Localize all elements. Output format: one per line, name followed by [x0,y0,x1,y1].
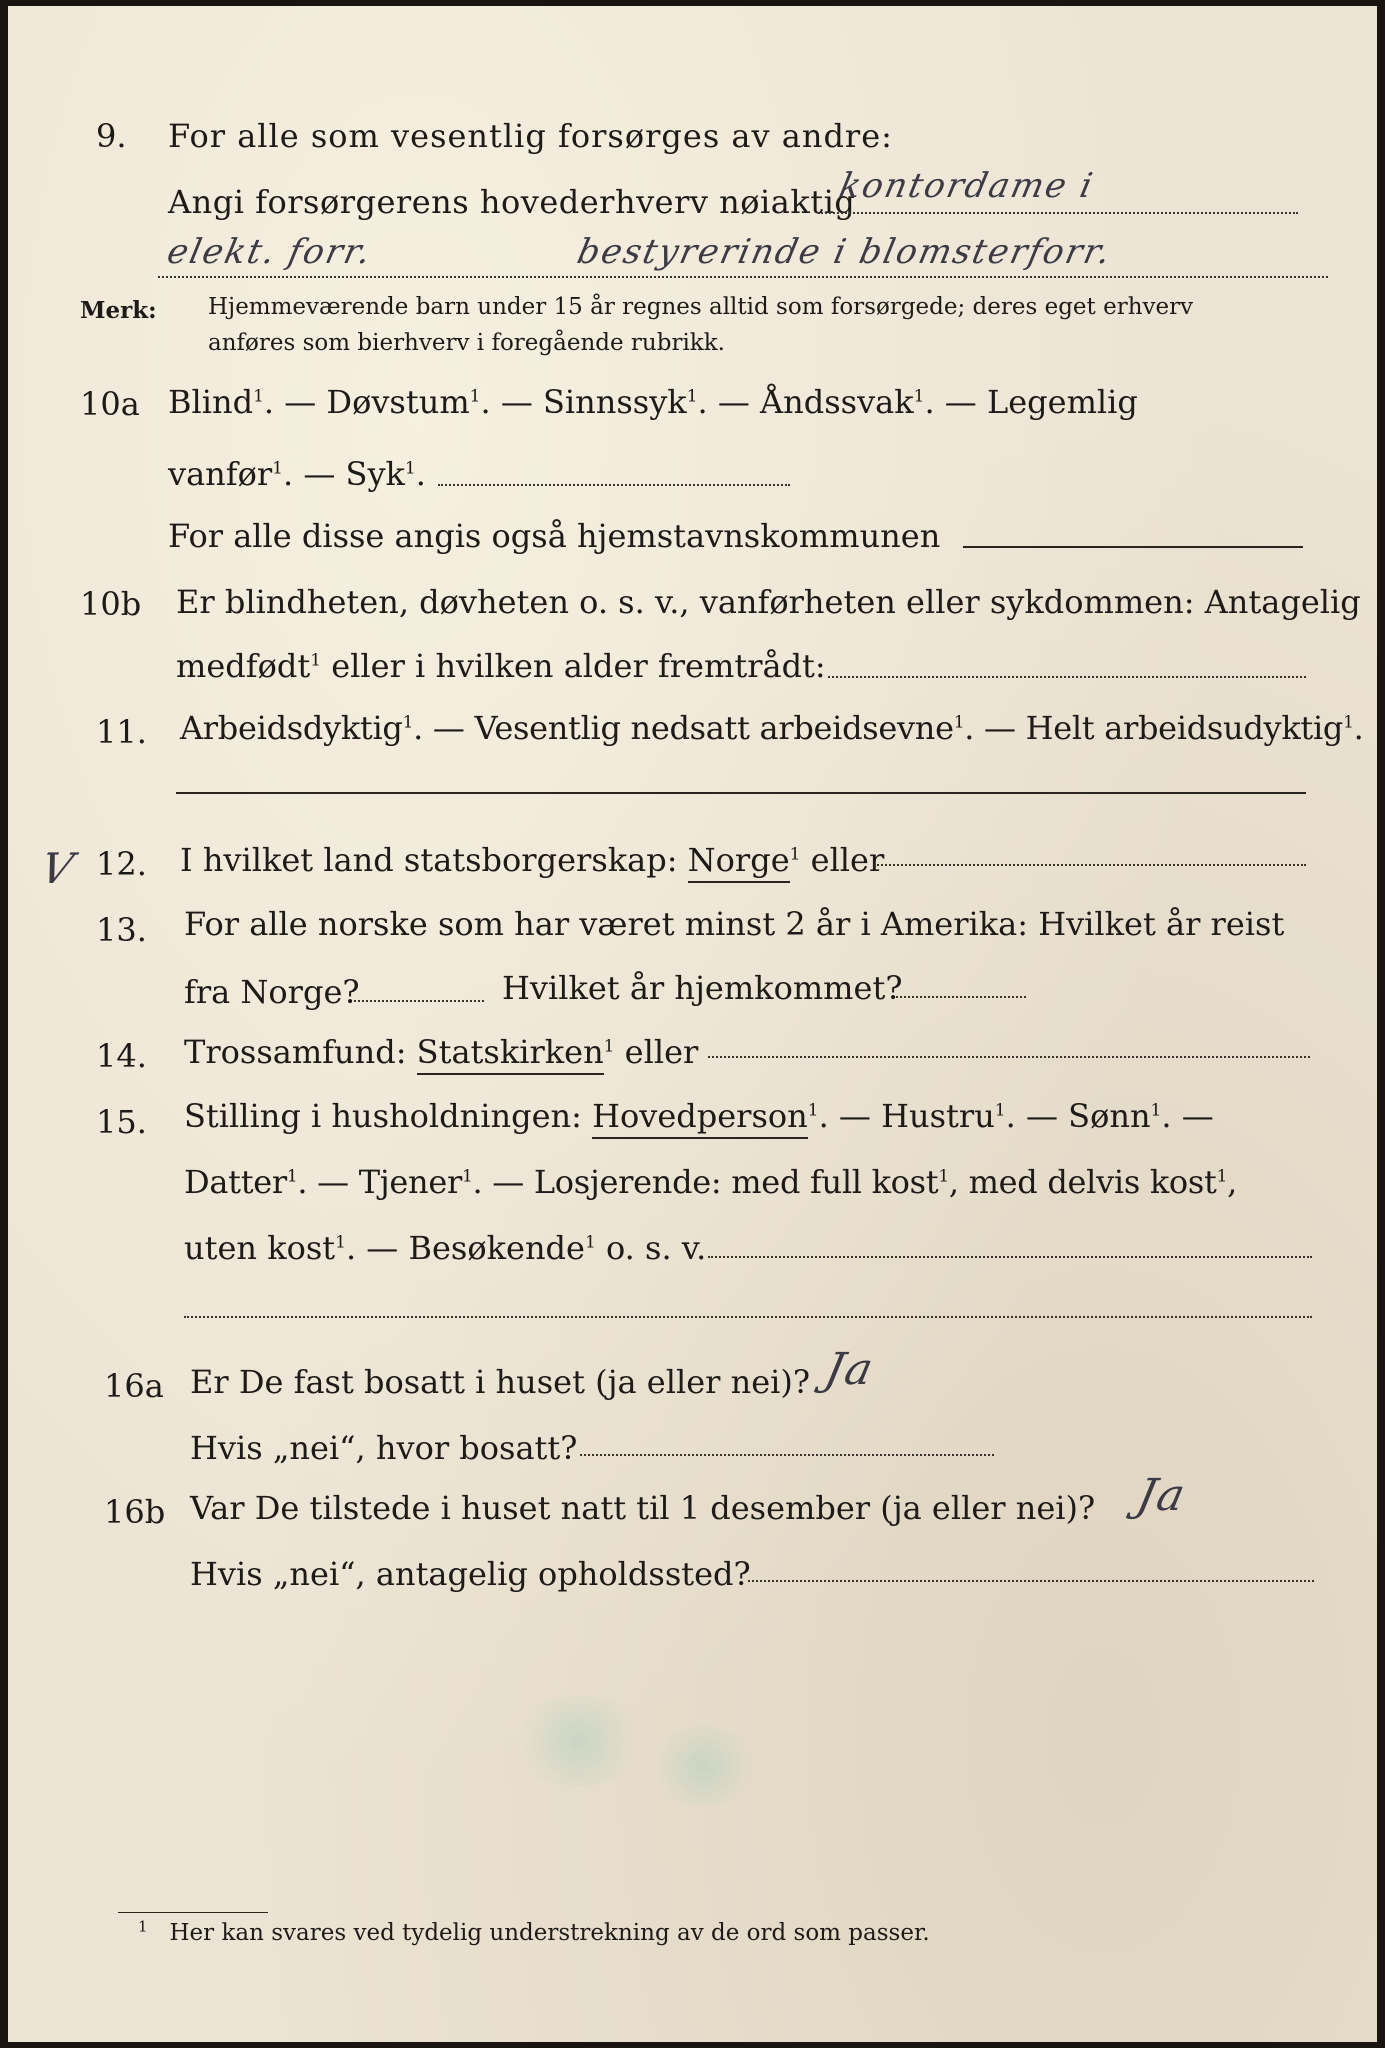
item-number-11: 11. [96,713,147,751]
footnote-mark: 1 [138,1917,148,1936]
q16b-answer-line [748,1580,1314,1582]
q15-answer-line-2 [184,1316,1312,1318]
q12-line1: I hvilket land statsborgerskap: Norge$^1$ eller [180,840,884,880]
paper-stain [508,1696,648,1786]
q10b-line1: Er blindheten, døvheten o. s. v., vanførheten eller sykdommen: Antagelig [176,583,1361,621]
census-form-page [8,6,1377,2042]
q15-line3: uten kost$^1$. — Besøkende$^1$ o. s. v. [184,1229,707,1267]
item-number-13: 13. [96,911,147,949]
q16a-handwritten-answer: Ja [820,1344,880,1395]
q15-underlined-hovedperson: Hovedperson [592,1097,808,1139]
q13-year-returned-line [896,996,1026,998]
q9-answer-line-2 [158,276,1328,278]
margin-check-mark: V [36,844,80,893]
item-number-9: 9. [96,117,127,155]
item-number-16b: 16b [104,1493,166,1531]
footnote-rule [118,1912,268,1913]
q10b-answer-line [828,676,1306,678]
q15-line2: Datter$^1$. — Tjener$^1$. — Losjerende: med full kost$^1$, med delvis kost$^1$, [184,1163,1237,1201]
item-number-12: 12. [96,845,147,883]
merk-label: Merk: [80,297,157,324]
footnote-text: Her kan svares ved tydelig understrekning av de ord som passer. [169,1920,930,1946]
paper-stain [648,1726,758,1806]
q16a-answer-line [580,1454,994,1456]
item-number-16a: 16a [104,1367,164,1405]
q16b-handwritten-answer: Ja [1132,1470,1192,1521]
q16a-line1: Er De fast bosatt i huset (ja eller nei)? [190,1363,811,1401]
q10a-answer-line-2 [963,546,1303,548]
item-number-14: 14. [96,1037,147,1075]
q16a-line2: Hvis „nei“, hvor bosatt? [190,1429,578,1467]
q11-line1: Arbeidsdyktig$^1$. — Vesentlig nedsatt arbeidsevne$^1$. — Helt arbeidsudyktig$^1$. [180,709,1364,747]
merk-line2: anføres som bierhverv i foregående rubrikk. [208,330,725,356]
q13-line1: For alle norske som har været minst 2 år i Amerika: Hvilket år reist [184,905,1285,943]
q10a-line3: For alle disse angis også hjemstavnskommunen [168,517,941,555]
q10a-answer-line-1 [438,484,790,486]
q12-underlined-norge: Norge [688,841,790,883]
q15-line1: Stilling i husholdningen: Hovedperson$^1$. — Hustru$^1$. — Sønn$^1$. — [184,1096,1214,1136]
q9-handwritten-answer-2b: bestyrerinde i blomsterforr. [573,232,1116,272]
q9-line1: For alle som vesentlig forsørges av andre: [168,117,893,155]
q9-handwritten-answer-1: kontordame i [835,166,1098,206]
item-number-10b: 10b [80,585,142,623]
q14-answer-line [708,1056,1310,1058]
q10b-line2: medfødt$^1$ eller i hvilken alder fremtrådt: [176,647,826,685]
q15-answer-line-1 [708,1256,1312,1258]
q13-year-left-line [354,1000,484,1002]
footnote [138,1918,930,1948]
item-number-15: 15. [96,1103,147,1141]
q13-line2b: Hvilket år hjemkommet? [502,969,903,1007]
q14-line1: Trossamfund: Statskirken$^1$ eller [184,1032,698,1072]
q13-line2a: fra Norge? [184,973,360,1011]
q9-handwritten-answer-2a: elekt. forr. [163,232,376,272]
q14-underlined-statskirken: Statskirken [417,1033,604,1075]
q9-line2: Angi forsørgerens hovederhverv nøiaktig [168,183,856,221]
q16b-line1: Var De tilstede i huset natt til 1 desember (ja eller nei)? [190,1489,1096,1527]
item-number-10a: 10a [80,385,140,423]
q16b-line2: Hvis „nei“, antagelig opholdssted? [190,1555,751,1593]
merk-line1: Hjemmeværende barn under 15 år regnes alltid som forsørgede; deres eget erhverv [208,294,1194,320]
q10a-line2: vanfør$^1$. — Syk$^1$. [168,455,426,493]
q9-answer-line [818,212,1298,214]
q12-answer-line [874,864,1306,866]
q11-answer-line [176,792,1306,794]
q10a-line1: Blind$^1$. — Døvstum$^1$. — Sinnssyk$^1$. — Åndssvak$^1$. — Legemlig [168,383,1138,421]
